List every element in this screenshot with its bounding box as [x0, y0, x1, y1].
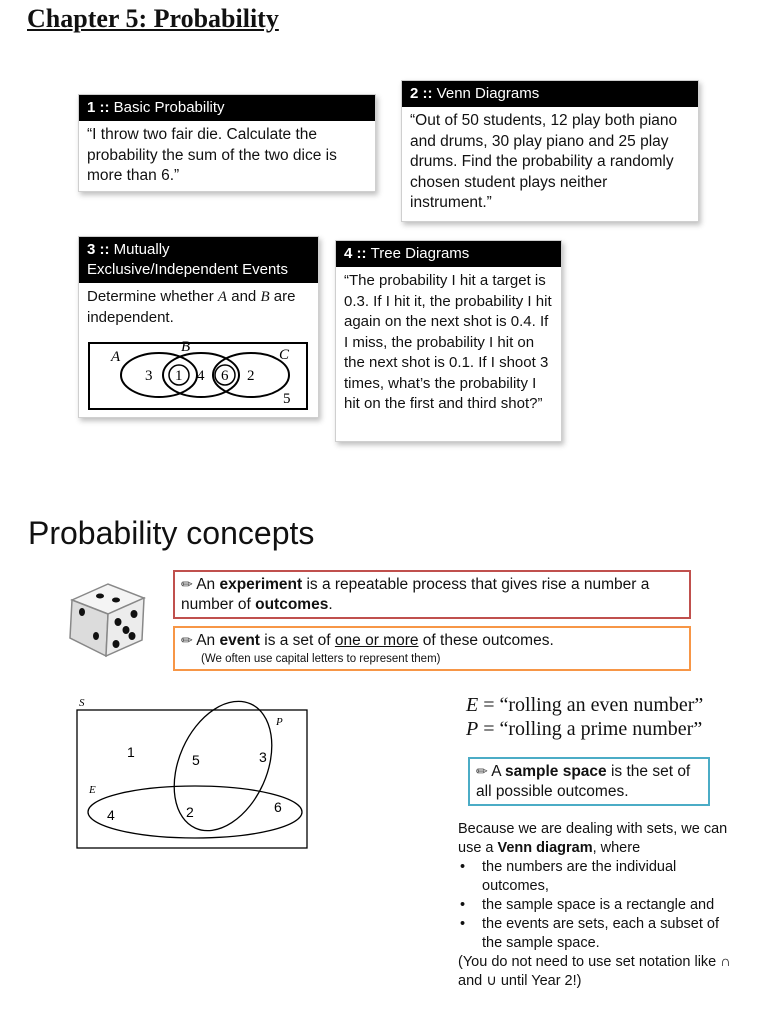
card-header [336, 241, 561, 267]
venn-intro [458, 820, 738, 858]
venn-value: 6 [221, 368, 229, 384]
chapter-title: Chapter 5: Probability [27, 4, 279, 33]
equation-text: = “rolling a prime number” [478, 718, 703, 740]
definition-text: A [491, 763, 505, 780]
variable-p: P [466, 718, 479, 740]
card-body: “Out of 50 students, 12 play both piano and drums, 30 play piano and 25 play drums. Find the probability a randomly chosen student plays neither instrument.” [410, 112, 678, 211]
event-definitions [466, 693, 703, 741]
venn-value: 1 [127, 744, 135, 760]
definition-event [173, 626, 691, 671]
definition-sample-space [468, 757, 710, 806]
set-p-ellipse [155, 694, 291, 846]
set-e-ellipse [88, 786, 302, 838]
main-venn-diagram [72, 694, 312, 854]
equation-text: = “rolling an even number” [478, 694, 704, 716]
definition-text: is the set of all possible outcomes. [476, 763, 691, 800]
set-p-label: P [276, 716, 283, 728]
card-number: 1 [87, 99, 96, 116]
venn-value: 6 [274, 799, 282, 815]
definition-term: outcomes [255, 596, 329, 613]
definition-text: . [328, 596, 333, 613]
venn-label-c: C [279, 347, 290, 363]
question-text: are independent. [87, 288, 296, 326]
card-header [79, 237, 318, 283]
small-venn-diagram [87, 337, 311, 417]
definition-text: of these outcomes. [418, 632, 554, 649]
venn-value: 3 [259, 749, 267, 765]
definition-text: is a set of [259, 632, 335, 649]
card-header [79, 95, 375, 121]
venn-value: 5 [283, 391, 291, 407]
venn-value: 4 [197, 368, 205, 384]
dice-icon [64, 574, 150, 660]
definition-term: experiment [219, 576, 303, 593]
venn-value: 2 [247, 368, 255, 384]
card-title: Mutually Exclusive/Independent Events [87, 241, 288, 278]
venn-label-a: A [111, 349, 121, 365]
venn-value: 2 [186, 804, 194, 820]
set-notation-note: (You do not need to use set notation like ∩ and ∪ until Year 2!) [458, 954, 731, 989]
definition-text: An [196, 576, 220, 593]
venn-bullet-list [458, 858, 738, 953]
card-separator: :: [418, 85, 437, 102]
question-text: and [227, 288, 261, 305]
definition-term: event [219, 632, 260, 649]
explanation-text: , where [592, 840, 641, 856]
definition-text: An [196, 632, 220, 649]
venn-label-b: B [181, 339, 191, 355]
equation-e [466, 693, 703, 717]
card-basic-probability [78, 94, 376, 192]
card-title: Basic Probability [113, 99, 225, 116]
equation-p [466, 717, 703, 741]
definition-text: is a repeatable process that gives rise a number a number of [181, 576, 650, 613]
definition-term: sample space [504, 763, 607, 780]
card-body: “The probability I hit a target is 0.3. If I hit it, the probability I hit again on the next shot is 0.4. If I miss, the probability I hit on the next shot is 0.1. If I shoot 3 times, what’s the probability I hit on the first and third shot?” [344, 272, 552, 412]
card-number: 4 [344, 245, 353, 262]
card-number: 3 [87, 241, 96, 258]
list-item: • the events are sets, each a subset of the sample space. [458, 915, 738, 953]
card-venn-diagrams [401, 80, 699, 222]
sample-space-label: S [79, 697, 85, 709]
card-separator: :: [352, 245, 371, 262]
pencil-icon: ✏ [181, 632, 193, 648]
question-text: Determine whether [87, 288, 218, 305]
venn-value: 3 [145, 368, 153, 384]
definition-emphasis: one or more [334, 632, 419, 649]
venn-explanation [458, 820, 738, 991]
card-separator: :: [95, 241, 114, 258]
definition-experiment [173, 570, 691, 619]
venn-circle-a [121, 353, 197, 397]
card-number: 2 [410, 85, 419, 102]
list-item: • the sample space is a rectangle and [458, 896, 738, 915]
card-mutually-exclusive [78, 236, 319, 418]
definition-note: (We often use capital letters to represent them) [201, 653, 441, 665]
set-a-symbol: A [217, 289, 228, 305]
section-title: Probability concepts [28, 515, 315, 551]
explanation-term: Venn diagram [497, 840, 593, 856]
venn-value: 4 [107, 807, 115, 823]
pencil-icon: ✏ [181, 576, 193, 592]
venn-value: 1 [175, 368, 183, 384]
card-separator: :: [95, 99, 114, 116]
set-e-label: E [89, 784, 96, 796]
card-body: “I throw two fair die. Calculate the probability the sum of the two dice is more than 6.” [87, 126, 337, 184]
variable-e: E [466, 694, 479, 716]
explanation-text: Because we are dealing with sets, we can use a [458, 821, 728, 856]
card-title: Venn Diagrams [436, 85, 540, 102]
card-tree-diagrams [335, 240, 562, 442]
venn-value: 5 [192, 752, 200, 768]
set-b-symbol: B [260, 289, 270, 305]
card-body [79, 283, 318, 332]
card-header [402, 81, 698, 107]
list-item: • the numbers are the individual outcomes, [458, 858, 738, 896]
pencil-icon: ✏ [476, 763, 488, 779]
card-title: Tree Diagrams [370, 245, 470, 262]
